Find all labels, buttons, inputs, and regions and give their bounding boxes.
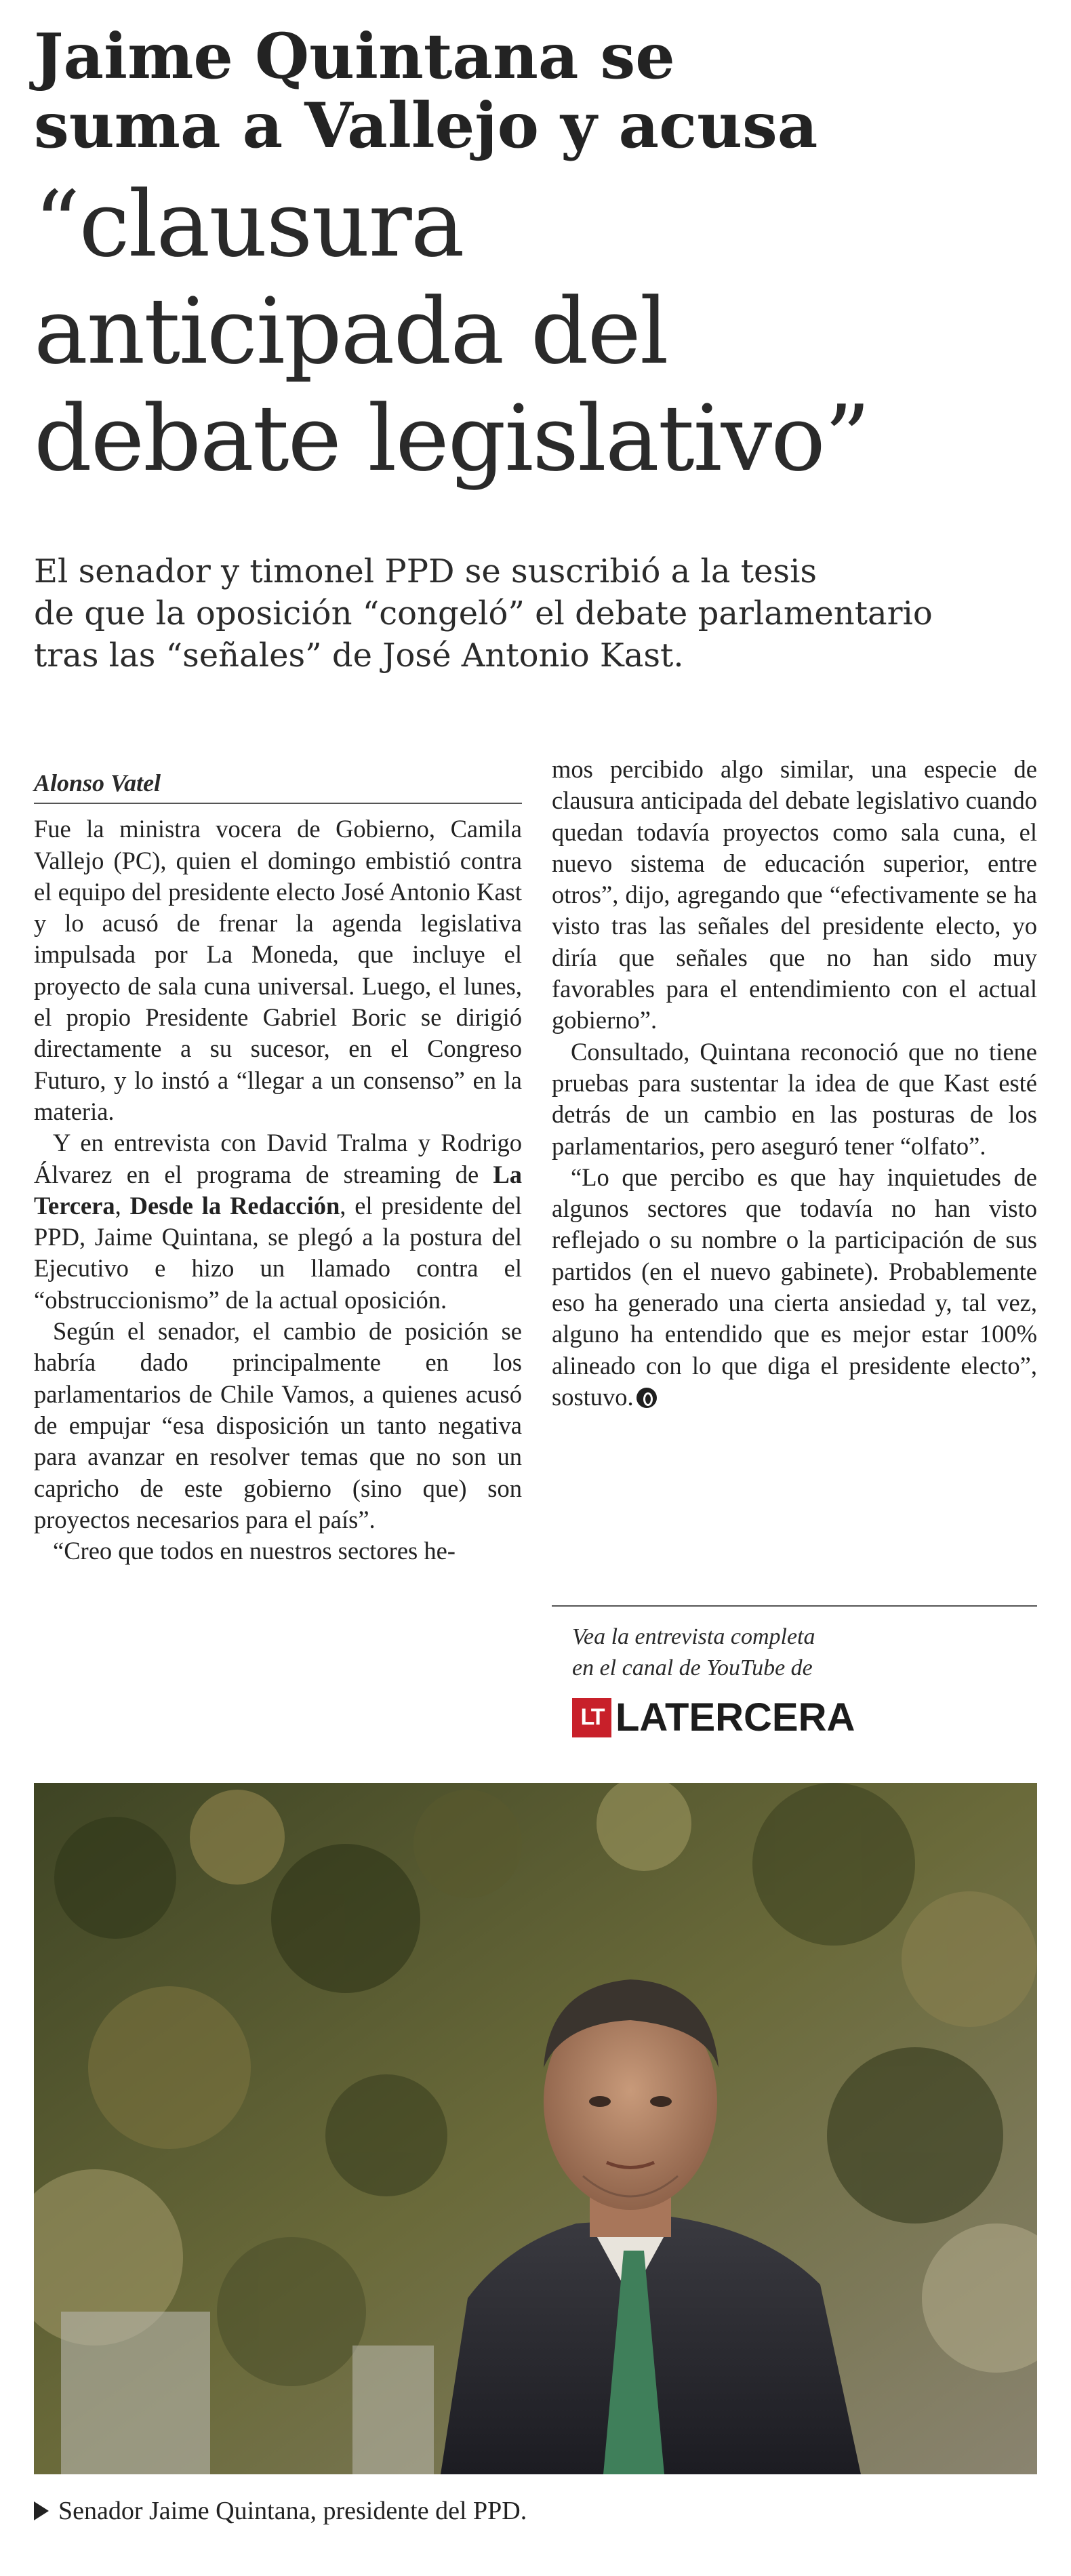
photo-caption: [34, 2496, 527, 2526]
paragraph-4-cont: mos percibido algo similar, una especie de clausura anticipada del debate legislativo cuando quedan todavía proyectos como sala cuna, el nuevo sistema de educación superior, entre otros”, dijo, agregando que “efectivamente se ha visto tras las señales del presidente electo, yo diría que señales que no han sido muy favorables para el entendimiento con el actual gobierno”.: [552, 755, 1037, 1034]
headline-bold-line-2: suma a Vallejo y acusa: [34, 89, 818, 162]
deck-summary: [34, 550, 1037, 677]
paragraph-2-intro: Y en entrevista con David Tralma y Rodrigo Álvarez en el programa de streaming de: [34, 1129, 522, 1188]
promo-divider: [552, 1605, 1037, 1607]
program-outlet: La Tercera: [34, 1160, 522, 1220]
photo-senator: [34, 1783, 1037, 2474]
article-column-right: [552, 754, 1037, 1413]
article-column-left: [34, 767, 522, 1567]
portrait-illustration: [34, 1783, 1037, 2474]
logo-mark: LT: [572, 1698, 611, 1737]
paragraph-1: Fue la ministra vocera de Gobierno, Camila Vallejo (PC), quien el domingo embistió contra el equipo del presidente electo José Antonio Kast y lo acusó de frenar la agenda legislativa impulsada por La Moneda, que incluye el proyecto de sala cuna universal. Luego, el lunes, el propio Presidente Gabriel Boric se dirigió directamente a su sucesor, en el Congreso Futuro, y lo instó a “llegar a un consenso” en la materia.: [34, 815, 522, 1125]
caption-arrow-icon: [34, 2501, 49, 2520]
paragraph-3: Según el senador, el cambio de posición se habría dado principalmente en los parlamentarios de Chile Vamos, a quienes acusó de empujar “esa disposición un tanto negativa para avanzar en resolver temas que no son un capricho de este gobierno (sino que) son proyectos necesarios para el país”.: [34, 1317, 522, 1533]
paragraph-6-text: “Lo que percibo es que hay inquietudes de algunos sectores que todavía no han visto reflejado o su nombre o la participación de sus partidos (en el nuevo gabinete). Probablemente eso ha generado una cierta ansiedad y, tal vez, alguno ha entendido que es mejor estar 100% alineado con lo que diga el presidente electo”, sostuvo.: [552, 1163, 1037, 1411]
byline-author: Alonso Vatel: [34, 769, 161, 797]
deck-line-1: El senador y timonel PPD se suscribió a la tesis: [34, 552, 817, 590]
headline-bold-line-1: Jaime Quintana se: [34, 20, 675, 93]
video-promo: [552, 1605, 1037, 1740]
headline-quote-line-3: debate legislativo”: [34, 386, 870, 491]
caption-text: Senador Jaime Quintana, presidente del PPD.: [58, 2497, 527, 2525]
headline-quote-line-1: “clausura: [34, 172, 464, 277]
paragraph-5: Consultado, Quintana reconoció que no tiene pruebas para sustentar la idea de que Kast esté detrás de un cambio en las posturas de los parlamentarios, pero aseguró tener “olfato”.: [552, 1037, 1037, 1160]
headline-quote: [34, 171, 1037, 492]
logo-name: LATERCERA: [615, 1695, 855, 1739]
paragraph-2: [34, 1127, 522, 1316]
paragraph-2-sep: ,: [115, 1191, 130, 1220]
la-tercera-logo[interactable]: [572, 1695, 1037, 1740]
deck-line-2: de que la oposición “congeló” el debate parlamentario: [34, 595, 933, 632]
promo-line-2: en el canal de YouTube de: [572, 1655, 813, 1681]
promo-line-1: Vea la entrevista completa: [572, 1624, 815, 1649]
paragraph-2-rest: , el presidente del PPD, Jaime Quintana, se plegó a la postura del Ejecutivo e hizo un llamado contra el “obstruccionismo” de la actual oposición.: [34, 1191, 523, 1314]
headline-bold: [34, 22, 1037, 160]
byline-row: [34, 767, 522, 804]
end-mark-icon: [636, 1388, 657, 1408]
program-name: Desde la Redacción: [129, 1191, 340, 1220]
paragraph-6: [552, 1162, 1037, 1413]
deck-line-3: tras las “señales” de José Antonio Kast.: [34, 637, 684, 675]
headline-quote-line-2: anticipada del: [34, 279, 668, 384]
paragraph-4-start: “Creo que todos en nuestros sectores he-: [53, 1537, 456, 1565]
